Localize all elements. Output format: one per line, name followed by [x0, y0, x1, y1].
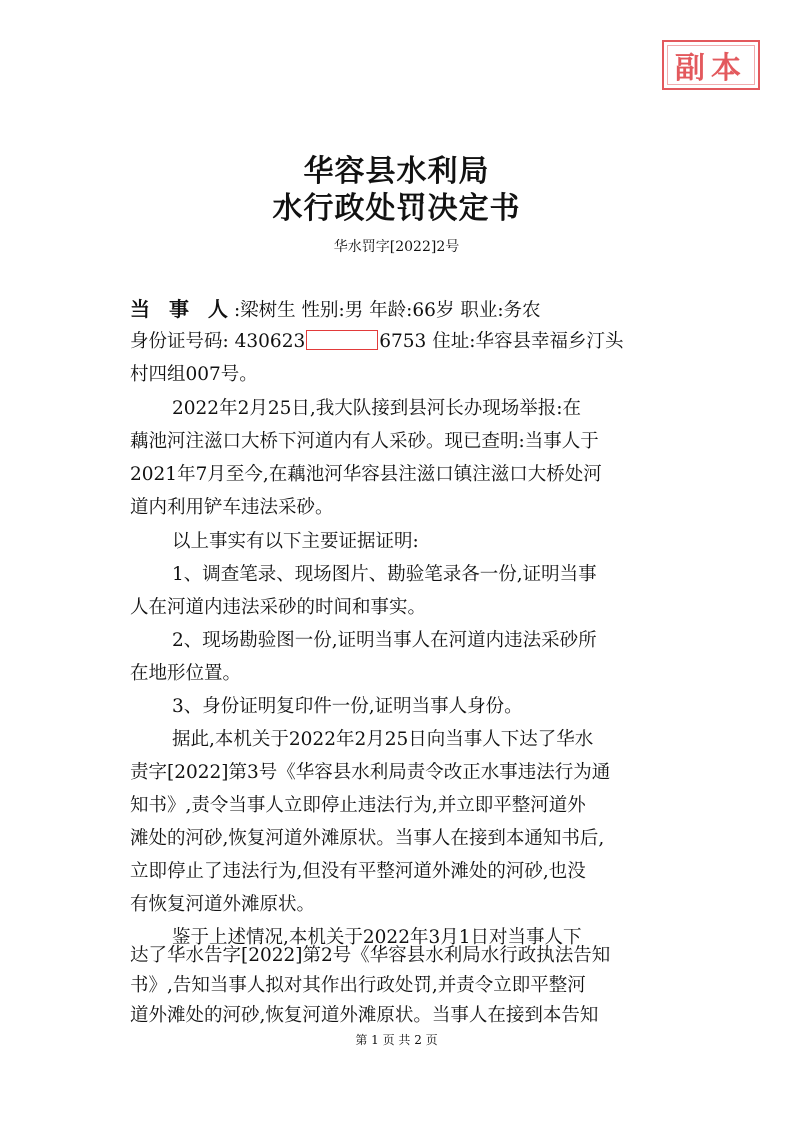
copy-stamp: 副本	[662, 40, 760, 90]
body-line: 2022年2月25日,我大队接到县河长办现场举报:在	[172, 398, 582, 419]
page-footer: 第 1 页 共 2 页	[355, 1033, 438, 1047]
body-line: 道外滩处的河砂,恢复河道外滩原状。当事人在接到本告知	[130, 1005, 599, 1026]
body-line: 2、现场勘验图一份,证明当事人在河道内违法采砂所	[172, 630, 597, 651]
body-line: 鉴于上述情况,本机关于2022年3月1日对当事人下	[172, 927, 582, 948]
party-info-line	[130, 297, 690, 323]
body-line: 藕池河注滋口大桥下河道内有人采砂。现已查明:当事人于	[130, 431, 599, 452]
id-tail-address: 6753 住址:华容县幸福乡汀头	[379, 331, 624, 352]
document-number: 华水罚字[2022]2号	[333, 239, 460, 255]
body-line: 道内利用铲车违法采砂。	[130, 497, 334, 518]
body-line: 有恢复河道外滩原状。	[130, 894, 316, 915]
body-line: 据此,本机关于2022年2月25日向当事人下达了华水	[172, 729, 594, 750]
body-line: 3、身份证明复印件一份,证明当事人身份。	[172, 696, 523, 717]
body-line: 立即停止了违法行为,但没有平整河道外滩处的河砂,也没	[130, 861, 586, 882]
body-line: 书》,告知当事人拟对其作出行政处罚,并责令立即平整河	[130, 975, 586, 996]
redaction-box	[306, 330, 378, 350]
body-line: 知书》,责令当事人立即停止违法行为,并立即平整河道外	[130, 795, 586, 816]
party-address-line: 村四组007号。	[130, 364, 258, 385]
title-document-type: 水行政处罚决定书	[272, 191, 521, 226]
party-id-line	[130, 330, 690, 354]
body-line: 2021年7月至今,在藕池河华容县注滋口镇注滋口大桥处河	[130, 464, 602, 485]
body-line: 1、调查笔录、现场图片、勘验笔录各一份,证明当事	[172, 564, 597, 585]
body-line: 责字[2022]第3号《华容县水利局责令改正水事违法行为通	[130, 762, 611, 783]
body-line: 在地形位置。	[130, 663, 242, 684]
body-line: 达了华水告字[2022]第2号《华容县水利局水行政执法告知	[130, 945, 611, 966]
party-label: 当 事 人	[130, 297, 234, 321]
title-authority: 华容县水利局	[303, 154, 490, 189]
body-line: 人在河道内违法采砂的时间和事实。	[130, 597, 427, 618]
party-details: :梁树生 性别:男 年龄:66岁 职业:务农	[233, 300, 541, 321]
id-label: 身份证号码: 430623	[130, 331, 306, 352]
body-line: 以上事实有以下主要证据证明:	[172, 531, 419, 552]
body-line: 滩处的河砂,恢复河道外滩原状。当事人在接到本通知书后,	[130, 828, 605, 849]
